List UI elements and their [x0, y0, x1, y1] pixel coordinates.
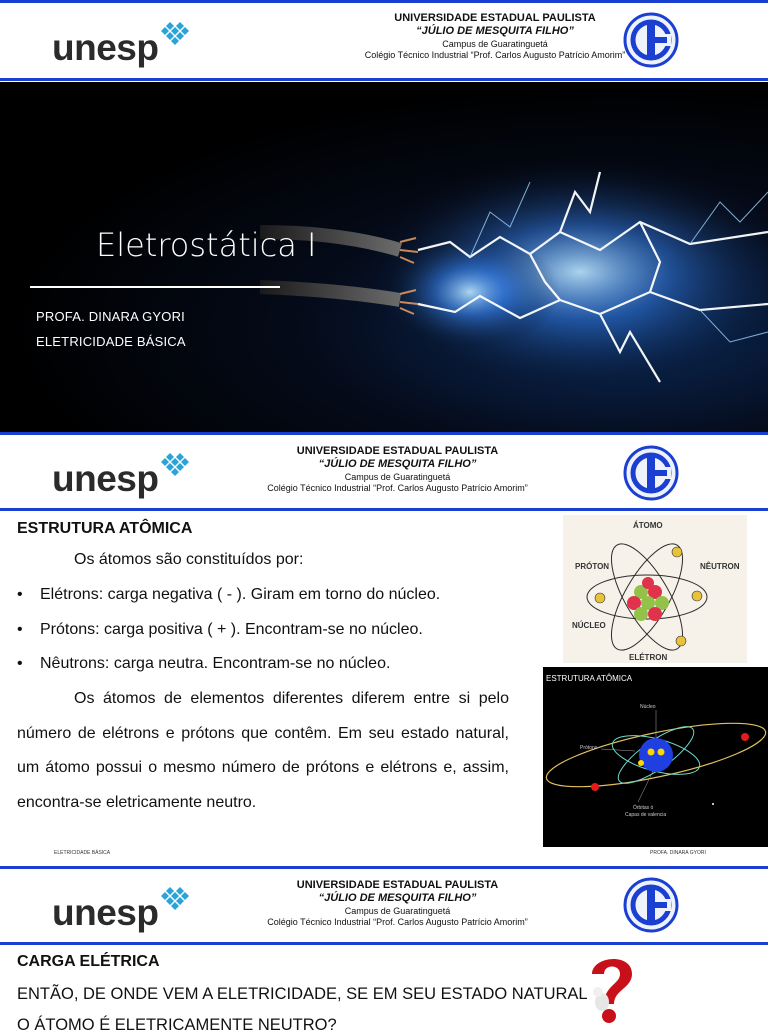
dark-diagram-title: ESTRUTURA ATÔMICA — [546, 674, 633, 683]
bullet-protons: • Prótons: carga positiva ( + ). Encontram-se no núcleo. — [17, 621, 423, 638]
orbits-label: Órbitas ó — [633, 805, 654, 811]
footer-teacher: PROFA. DINARA GYORI — [650, 850, 706, 856]
course-name: ELETRICIDADE BÁSICA — [36, 334, 186, 349]
title-slide — [0, 82, 768, 432]
unesp-diamond-icon — [160, 22, 190, 46]
bullet-icon: • — [17, 621, 23, 638]
unesp-logo: unesp — [52, 22, 190, 66]
protons-label: Prótons — [580, 745, 598, 751]
atomic-structure-image — [543, 667, 768, 847]
ctig-logo-icon — [623, 877, 679, 933]
nucleo-label: Núcleo — [640, 704, 656, 710]
campus-label: Campus de Guaratinguetá — [442, 38, 548, 49]
slide3-header-divider — [0, 942, 768, 945]
atom-paragraph: Os átomos de elementos diferentes diferem entre si pelo número de elétrons e prótons que contêm. Em seu estado natural, um átomo possui o mesmo número de prótons e elétrons e, assim, encontra-se eletricamente neutro. — [17, 690, 509, 811]
atom-diagram-image — [563, 515, 747, 663]
orbit-illustration — [543, 667, 768, 847]
nucleus-label: NÚCLEO — [572, 621, 606, 630]
neutron-label: NÊUTRON — [700, 562, 740, 571]
unesp-logo: unesp — [52, 887, 190, 931]
slide1-header — [0, 3, 768, 79]
unesp-diamond-icon — [160, 453, 190, 477]
valence-label: Capas de valencia — [625, 812, 667, 818]
ctig-logo-icon — [623, 12, 679, 68]
atom-title-label: ÁTOMO — [633, 521, 663, 530]
unesp-diamond-icon — [160, 887, 190, 911]
title-underline — [30, 286, 280, 288]
header-institution: UNIVERSIDADE ESTADUAL PAULISTA “JÚLIO DE MESQUITA FILHO” Campus de Guaratinguetá Colégio Técnico Industrial “Prof. Carlos Augusto Patrício Amorim” — [267, 445, 528, 493]
question-line-1: ENTÃO, DE ONDE VEM A ELETRICIDADE, SE EM SEU ESTADO NATURAL — [17, 985, 588, 1003]
section-title-electric-charge: CARGA ELÉTRICA — [17, 953, 160, 970]
header-institution: UNIVERSIDADE ESTADUAL PAULISTA “JÚLIO DE MESQUITA FILHO” Campus de Guaratinguetá Colégio Técnico Industrial “Prof. Carlos Augusto Patrício Amorim” — [267, 879, 528, 927]
unesp-logo: unesp — [52, 453, 190, 497]
slide3-header — [0, 869, 768, 942]
question-line-2: O ÁTOMO É ELETRICAMENTE NEUTRO? — [17, 1016, 337, 1034]
bullet-icon: • — [17, 655, 23, 672]
section-title-atomic-structure: ESTRUTURA ATÔMICA — [17, 520, 193, 537]
footer-course: ELETRICIDADE BÁSICA — [54, 850, 111, 856]
slide2-header — [0, 435, 768, 508]
intro-text: Os átomos são constituídos por: — [74, 551, 304, 568]
bullet-neutrons: • Nêutrons: carga neutra. Encontram-se no núcleo. — [17, 655, 391, 672]
electron-label: ELÉTRON — [629, 653, 668, 662]
proton-label: PRÓTON — [575, 562, 610, 571]
header-divider — [0, 78, 768, 81]
slide2-header-divider — [0, 508, 768, 511]
slide-title: Eletrostática I — [96, 226, 317, 264]
ctig-logo-icon — [623, 445, 679, 501]
bullet-electrons: • Elétrons: carga negativa ( - ). Giram em torno do núcleo. — [17, 586, 441, 603]
bullet-icon: • — [17, 586, 23, 603]
atom-illustration — [563, 515, 747, 663]
university-name: “JÚLIO DE MESQUITA FILHO” — [416, 25, 574, 38]
college-label: Colégio Técnico Industrial “Prof. Carlos Augusto Patrício Amorim” — [364, 49, 626, 60]
question-mark-icon — [582, 952, 642, 1024]
teacher-name: PROFA. DINARA GYORI — [36, 309, 185, 324]
university-label: UNIVERSIDADE ESTADUAL PAULISTA — [394, 12, 596, 24]
